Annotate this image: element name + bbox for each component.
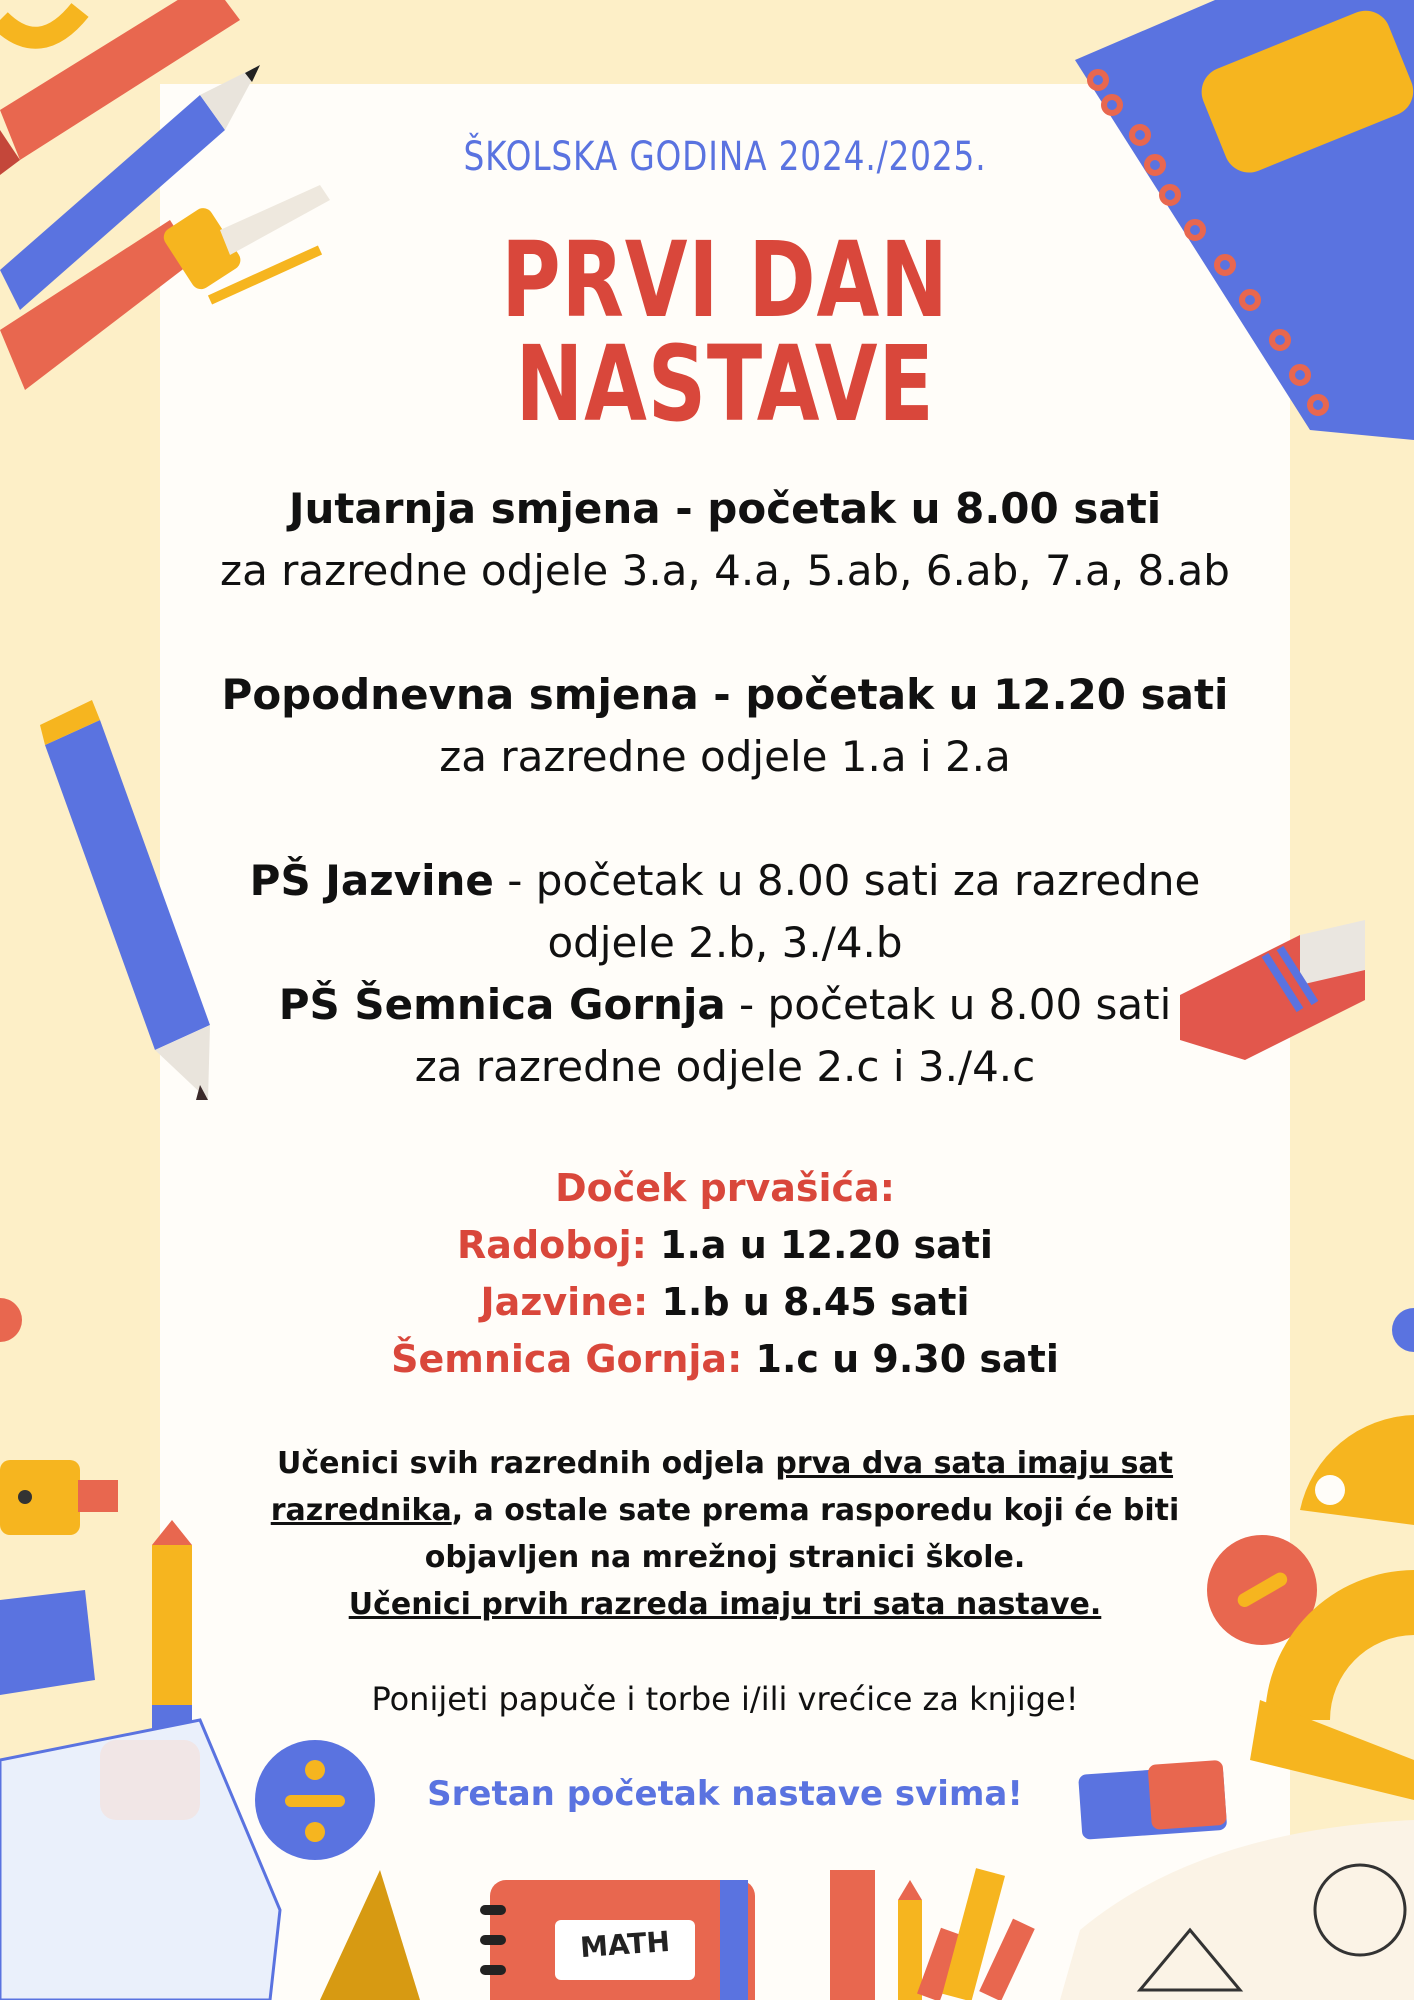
page-title: PRVI DAN NASTAVE xyxy=(501,219,949,445)
welcome-item: Radoboj: 1.a u 12.20 sati xyxy=(457,1223,993,1267)
ruler-bottom-icon xyxy=(830,1870,875,2000)
morning-shift-classes: za razredne odjele 3.a, 4.a, 5.ab, 6.ab, 7.a, 8.ab xyxy=(220,546,1230,595)
first-grade-notice: Učenici prvih razreda imaju tri sata nastave. xyxy=(348,1587,1102,1622)
welcome-item: Šemnica Gornja: 1.c u 9.30 sati xyxy=(391,1337,1059,1381)
poster-content xyxy=(160,84,1290,1814)
sharpener-icon xyxy=(0,1460,118,1535)
welcome-heading: Doček prvašića: xyxy=(555,1166,895,1210)
branch-jazvine-name: PŠ Jazvine xyxy=(249,856,494,905)
class-notice: Učenici svih razrednih odjela prva dva sata imaju sat razrednika, a ostale sate prema rasporedu koji će biti objavljen na mrežnoj stranici škole. Učenici prvih razreda imaju tri sata nastave. xyxy=(270,1446,1180,1622)
blue-dot-icon xyxy=(1392,1308,1414,1352)
branch-jazvine-classes: odjele 2.b, 3./4.b xyxy=(547,918,903,967)
yellow-scissors-icon xyxy=(0,10,80,38)
first-graders-welcome xyxy=(160,1160,1290,1388)
afternoon-shift-classes: za razredne odjele 1.a i 2.a xyxy=(439,732,1011,781)
bring-notice: Ponijeti papuče i torbe i/ili vrećice za knjige! xyxy=(371,1680,1079,1718)
pencil-cup-icon xyxy=(898,1868,1035,2000)
branch-semnica xyxy=(160,974,1290,1036)
ruler-icon xyxy=(0,1590,95,1695)
geometry-notebook-icon xyxy=(1060,1820,1414,2000)
afternoon-shift xyxy=(160,664,1290,788)
branch-semnica-classes: za razredne odjele 2.c i 3./4.c xyxy=(414,1042,1036,1091)
morning-shift xyxy=(160,478,1290,602)
school-year: ŠKOLSKA GODINA 2024./2025. xyxy=(463,134,987,180)
branch-semnica-details: - početak u 8.00 sati xyxy=(725,980,1172,1029)
math-book-label: MATH xyxy=(579,1924,671,1965)
triangle-icon xyxy=(320,1870,420,2000)
farewell-message: Sretan početak nastave svima! xyxy=(427,1774,1023,1814)
branch-semnica-name: PŠ Šemnica Gornja xyxy=(278,980,726,1029)
welcome-item: Jazvine: 1.b u 8.45 sati xyxy=(480,1280,970,1324)
afternoon-shift-heading: Popodnevna smjena - početak u 12.20 sati xyxy=(221,670,1229,719)
branch-jazvine-details: - početak u 8.00 sati za razredne xyxy=(493,856,1201,905)
morning-shift-heading: Jutarnja smjena - početak u 8.00 sati xyxy=(288,484,1162,533)
red-dot-icon xyxy=(0,1298,22,1342)
branch-schools xyxy=(160,850,1290,1098)
branch-jazvine xyxy=(160,850,1290,912)
